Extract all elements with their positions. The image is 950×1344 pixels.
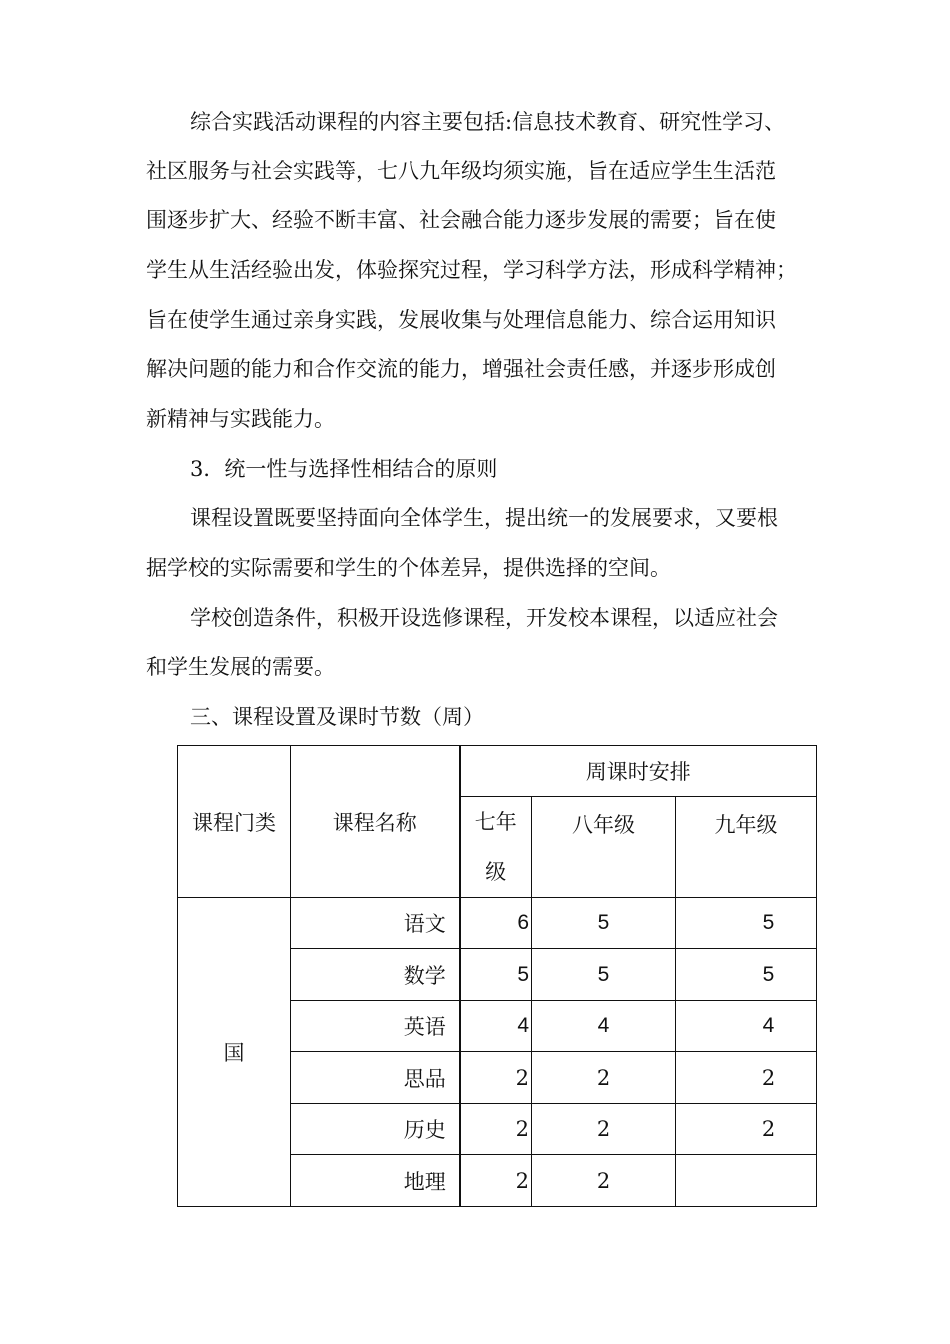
paragraph-line: 综合实践活动课程的内容主要包括:信息技术教育、研究性学习、: [190, 110, 786, 134]
paragraph-line: 新精神与实践能力。: [146, 407, 335, 431]
grade-8-cell: 4: [532, 1001, 676, 1052]
grade-8-cell: 2: [532, 1052, 676, 1104]
header-grade-9: 九年级: [676, 797, 817, 898]
grade-9-cell: 2: [676, 1052, 817, 1104]
course-schedule-table: [177, 745, 817, 1207]
grade-8-cell: 2: [532, 1155, 676, 1207]
paragraph-line: 旨在使学生通过亲身实践，发展收集与处理信息能力、综合运用知识: [146, 308, 776, 332]
header-grade-7-line1: 七年: [474, 810, 517, 834]
grade-7-cell: 2: [460, 1155, 532, 1207]
course-name-cell: 地理: [291, 1155, 460, 1207]
section-heading: 3．统一性与选择性相结合的原则: [190, 457, 498, 481]
grade-9-cell: 4: [676, 1001, 817, 1052]
paragraph-line: 据学校的实际需要和学生的个体差异，提供选择的空间。: [146, 556, 671, 580]
grade-8-cell: 5: [532, 898, 676, 949]
paragraph-line: 课程设置既要坚持面向全体学生，提出统一的发展要求，又要根: [190, 506, 778, 530]
course-name-cell: 数学: [291, 949, 460, 1001]
table-row: [178, 898, 817, 949]
course-name-cell: 英语: [291, 1001, 460, 1052]
paragraph-line: 学生从生活经验出发，体验探究过程，学习科学方法，形成科学精神；: [146, 258, 797, 282]
course-name-cell: 历史: [291, 1104, 460, 1155]
grade-7-cell: 5: [460, 949, 532, 1001]
grade-7-cell: 6: [460, 898, 532, 949]
table-caption: 三、课程设置及课时节数（周）: [190, 705, 484, 729]
grade-7-cell: 4: [460, 1001, 532, 1052]
course-name-cell: 语文: [291, 898, 460, 949]
category-cell: 国: [178, 898, 291, 1207]
paragraph-line: 围逐步扩大、经验不断丰富、社会融合能力逐步发展的需要；旨在使: [146, 208, 776, 232]
grade-9-cell: [676, 1155, 817, 1207]
header-grade-7-line2: 级: [485, 860, 507, 884]
paragraph-line: 解决问题的能力和合作交流的能力，增强社会责任感，并逐步形成创: [146, 357, 776, 381]
header-weekly-hours: 周课时安排: [460, 746, 817, 797]
grade-7-cell: 2: [460, 1052, 532, 1104]
grade-8-cell: 2: [532, 1104, 676, 1155]
grade-9-cell: 5: [676, 898, 817, 949]
header-course-name: 课程名称: [291, 746, 460, 898]
paragraph-line: 学校创造条件，积极开设选修课程，开发校本课程，以适应社会: [190, 606, 778, 630]
table-header-row: [178, 746, 817, 797]
header-grade-8: 八年级: [532, 797, 676, 898]
header-grade-7: [460, 797, 532, 898]
grade-9-cell: 5: [676, 949, 817, 1001]
paragraph-line: 和学生发展的需要。: [146, 655, 335, 679]
paragraph-line: 社区服务与社会实践等，七八九年级均须实施，旨在适应学生生活范: [146, 159, 776, 183]
grade-7-cell: 2: [460, 1104, 532, 1155]
header-category: 课程门类: [178, 746, 291, 898]
course-name-cell: 思品: [291, 1052, 460, 1104]
grade-8-cell: 5: [532, 949, 676, 1001]
grade-9-cell: 2: [676, 1104, 817, 1155]
